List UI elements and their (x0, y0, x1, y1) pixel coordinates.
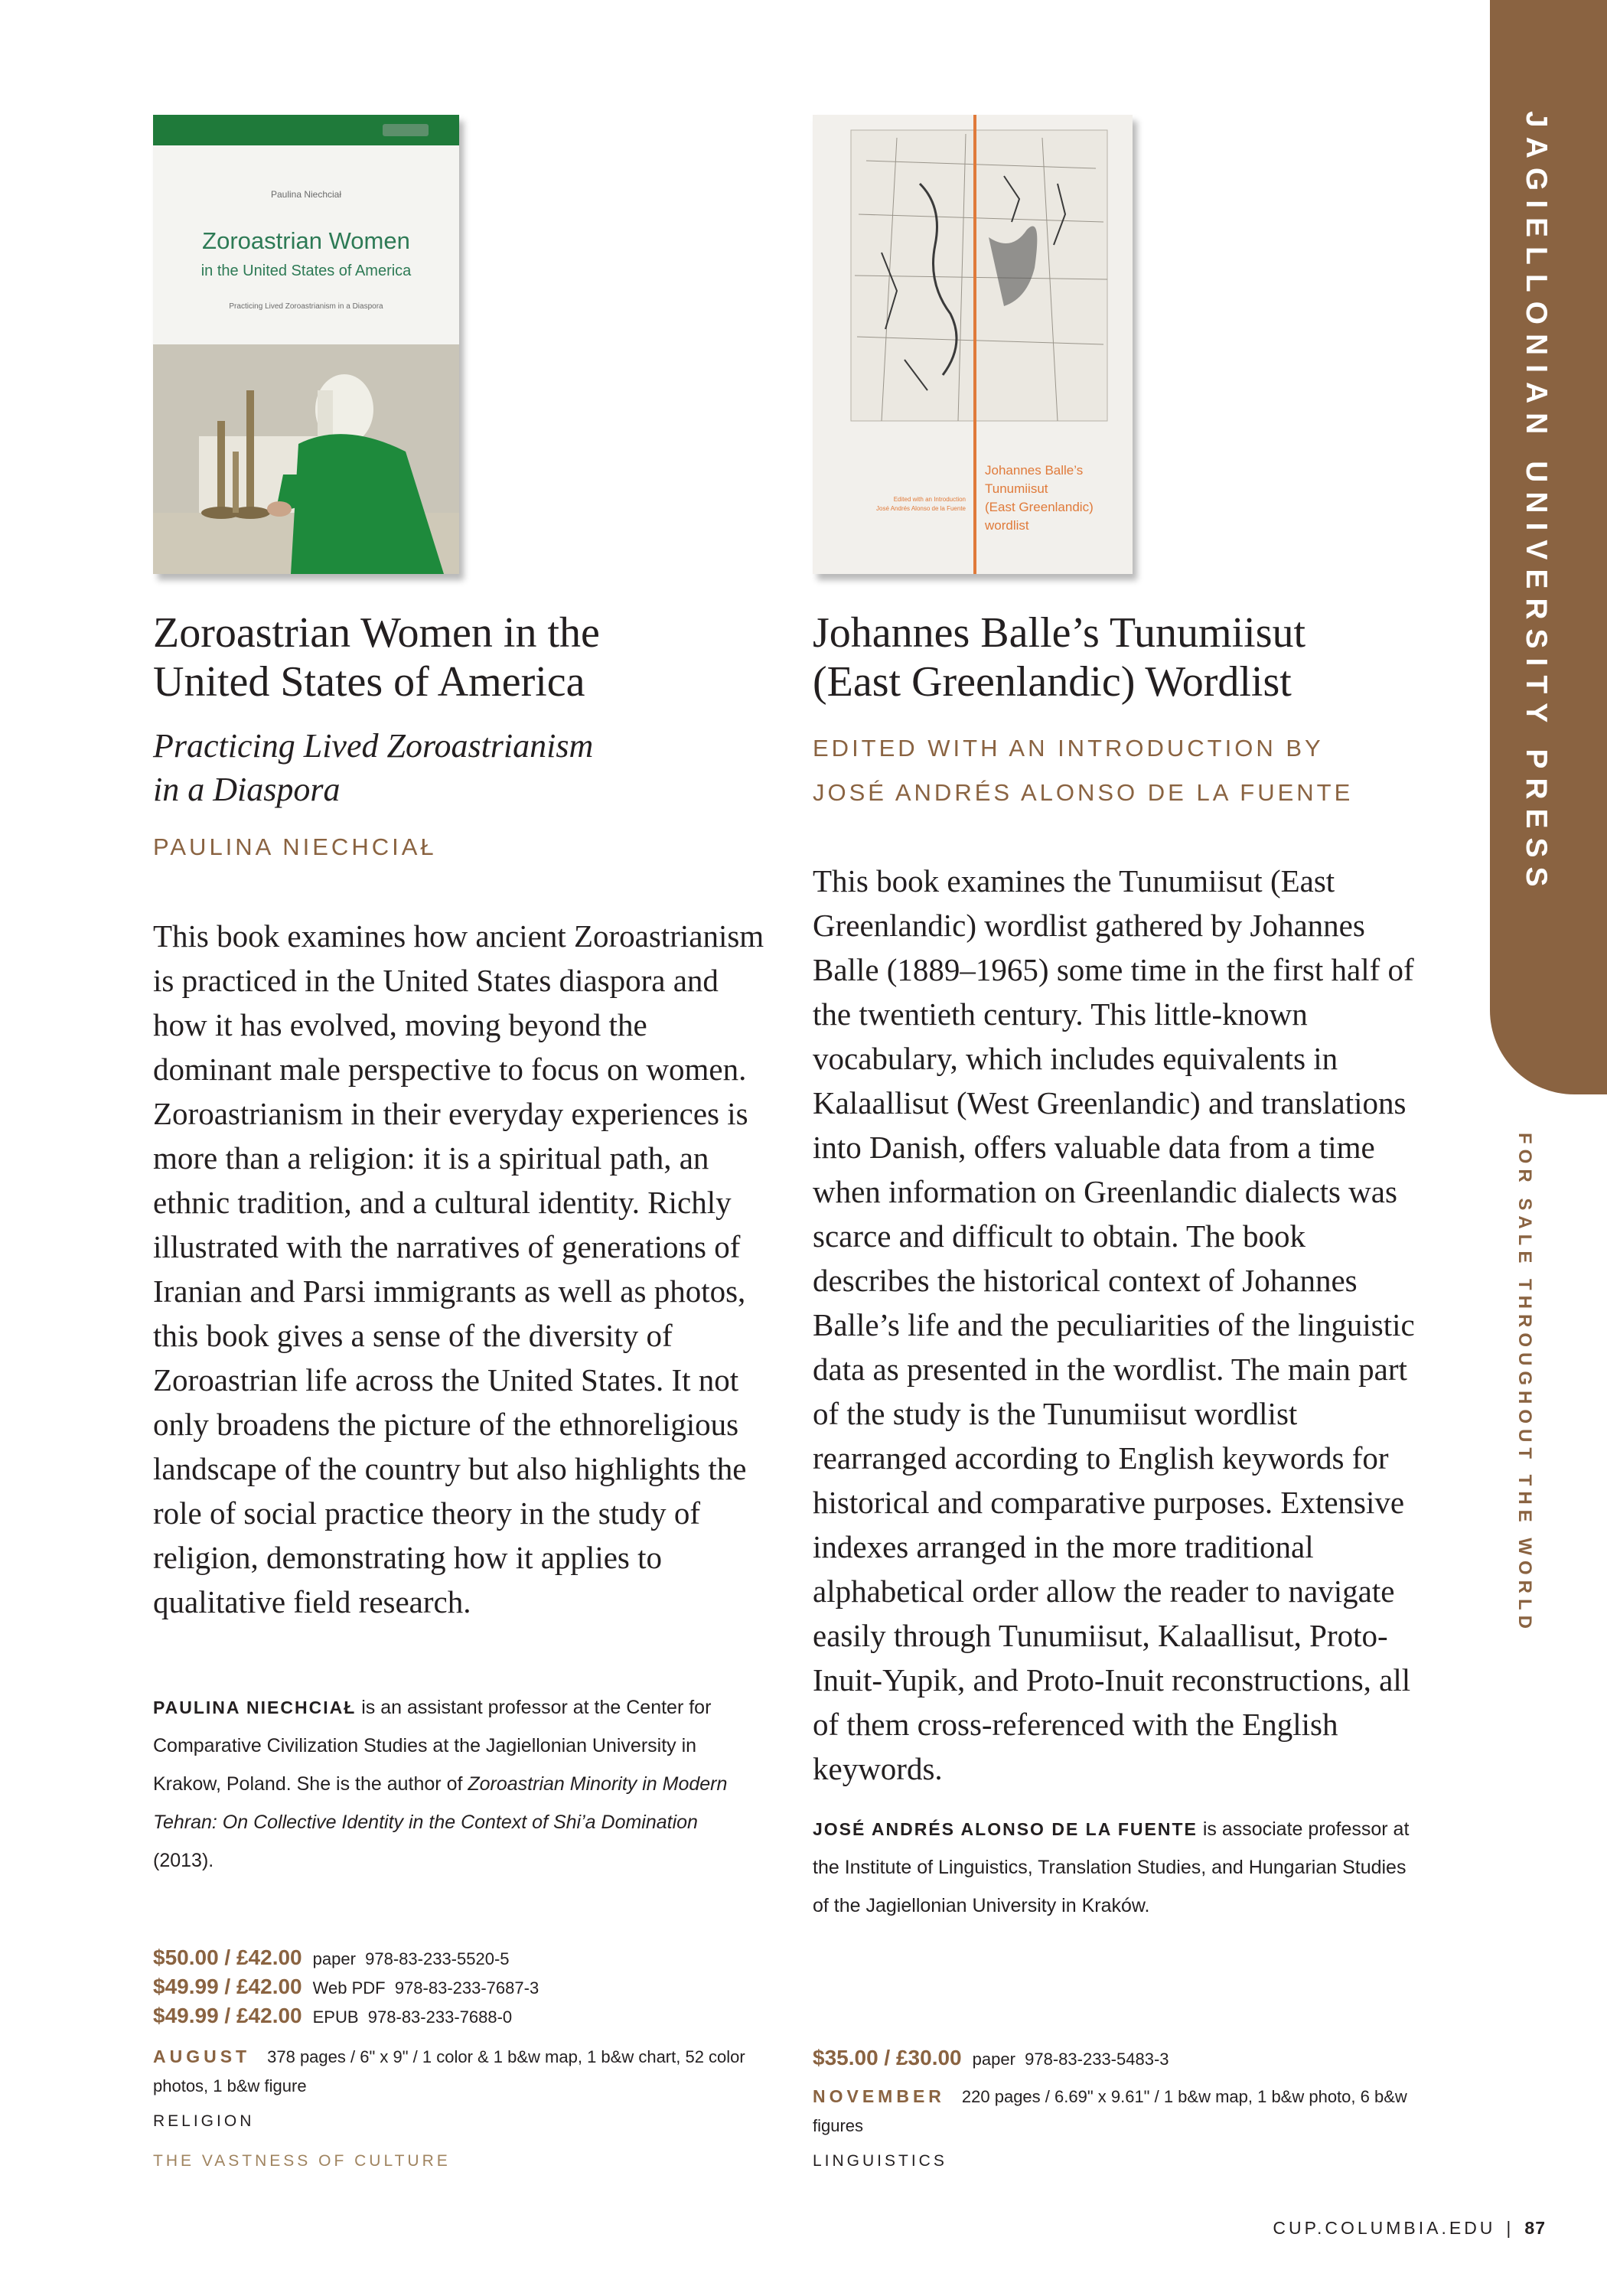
price-isbn: 978-83-233-7687-3 (394, 1978, 539, 1998)
svg-text:Zoroastrian Women: Zoroastrian Women (202, 227, 410, 254)
svg-text:José Andrés Alonso de la Fuent: José Andrés Alonso de la Fuente (876, 505, 966, 512)
price-row (153, 2001, 512, 2032)
price-format: paper (972, 2050, 1015, 2069)
distribution-note: FOR SALE THROUGHOUT THE WORLD (1514, 1133, 1535, 1634)
book-cover-zoroastrian[interactable] (153, 115, 459, 574)
svg-text:Tunumiisut: Tunumiisut (985, 481, 1048, 496)
author-bio-previous-book: Zoroastrian Minority in Modern Tehran: On Collective Identity in the Context of Shi’a Domination (153, 1773, 728, 1833)
svg-text:Practicing Lived Zoroastrianis: Practicing Lived Zoroastrianism in a Diaspora (229, 302, 383, 311)
author-bio (813, 1810, 1410, 1925)
book-title-line: (East Greenlandic) Wordlist (813, 658, 1292, 706)
publication-month: NOVEMBER (813, 2086, 945, 2106)
page-footer (1273, 2218, 1546, 2239)
svg-text:Edited with an Introduction: Edited with an Introduction (893, 496, 966, 503)
price-isbn: 978-83-233-7688-0 (367, 2007, 513, 2027)
book-title (813, 608, 1455, 706)
price-amount: $49.99 / £42.00 (153, 2004, 302, 2027)
publication-month: AUGUST (153, 2047, 251, 2066)
book-author: PAULINA NIECHCIAŁ (153, 833, 437, 860)
price-row (153, 1943, 510, 1974)
svg-text:wordlist: wordlist (985, 518, 1029, 533)
svg-text:Johannes Balle’s: Johannes Balle’s (985, 463, 1084, 478)
book-cover-art (813, 115, 1133, 574)
footer-separator: | (1506, 2218, 1514, 2238)
svg-text:in the United States of Americ: in the United States of America (200, 263, 412, 279)
book-description: This book examines how ancient Zoroastrianism is practiced in the United States diaspora and how it has evolved, moving beyond the dominant male perspective to focus on women. Zoroastrianism in their everyday experiences is more than a religion: it is a spiritual path, an ethnic tradition, and a cultural identity. Richly illustrated with the narratives of generations of Iranian and Parsi immigrants as well as photos, this book gives a sense of the diversity of Zoroastrian life across the United States. It not only broadens the picture of the ethnoreligious landscape of the country but also highlights the role of social practice theory in the study of religion, demonstrating how it applies to qualitative field research. (153, 918, 764, 1619)
publication-info (813, 2082, 1410, 2141)
price-isbn: 978-83-233-5520-5 (365, 1949, 510, 1968)
author-bio-name: PAULINA NIECHCIAŁ (153, 1698, 357, 1717)
price-isbn: 978-83-233-5483-3 (1025, 2050, 1169, 2069)
subject-category: RELIGION (153, 2112, 255, 2130)
book-subtitle (153, 724, 765, 811)
book-subtitle-line: Practicing Lived Zoroastrianism (153, 727, 594, 765)
price-format: EPUB (312, 2007, 359, 2027)
book-editor-line: JOSÉ ANDRÉS ALONSO DE LA FUENTE (813, 779, 1354, 806)
author-bio-text: is an assistant professor at the Center for Comparative Civilization Studies at the Jagiellonian University in Krakow, Poland. She is the author of (153, 1697, 712, 1795)
page-number: 87 (1524, 2218, 1546, 2238)
press-name: JAGIELLONIAN UNIVERSITY PRESS (1520, 111, 1553, 896)
book-series: THE VASTNESS OF CULTURE (153, 2152, 451, 2170)
price-amount: $50.00 / £42.00 (153, 1945, 302, 1969)
book-description: This book examines the Tunumiisut (East Greenlandic) wordlist gathered by Johannes Balle (1889–1965) some time in the first half of the twentieth century. This little-known vocabulary, which includes equivalents in Kalaallisut (West Greenlandic) and translations into Danish, offers valuable data from a time when information on Greenlandic dialects was scarce and difficult to obtain. The book describes the historical context of Johannes Balle’s life and the peculiarities of the linguistic data as presented in the wordlist. The main part of the study is the Tunumiisut wordlist rearranged according to English keywords for historical and comparative purposes. Extensive indexes arranged in the more traditional alphabetical order allow the reader to navigate easily through Tunumiisut, Kalaallisut, Proto-Inuit-Yupik, and Proto-Inuit reconstructions, all of them cross-referenced with the English keywords. (813, 863, 1415, 1786)
price-format: paper (312, 1949, 356, 1968)
publication-info (153, 2042, 750, 2101)
price-amount: $35.00 / £30.00 (813, 2046, 962, 2069)
publication-specs: 220 pages / 6.69" x 9.61" / 1 b&w map, 1 b&w photo, 6 b&w figures (813, 2087, 1407, 2135)
price-row (813, 2043, 1169, 2074)
publication-specs: 378 pages / 6" x 9" / 1 color & 1 b&w map, 1 b&w chart, 52 color photos, 1 b&w figure (153, 2047, 745, 2095)
book-editor-line: EDITED WITH AN INTRODUCTION BY (813, 735, 1324, 762)
price-format: Web PDF (312, 1978, 386, 1998)
book-cover-tunumiisut[interactable] (813, 115, 1133, 574)
footer-site-link[interactable]: CUP.COLUMBIA.EDU (1273, 2218, 1496, 2238)
author-bio-text: is associate professor at the Institute of Linguistics, Translation Studies, and Hungarian Studies of the Jagiellonian University in Kraków. (813, 1818, 1410, 1916)
price-amount: $49.99 / £42.00 (153, 1975, 302, 1998)
subject-category: LINGUISTICS (813, 2152, 947, 2170)
author-bio-text: (2013). (153, 1850, 214, 1871)
svg-text:Paulina Niechciał: Paulina Niechciał (270, 189, 342, 200)
book-cover-art (153, 115, 459, 574)
author-bio-name: JOSÉ ANDRÉS ALONSO DE LA FUENTE (813, 1819, 1198, 1839)
price-row (153, 1972, 539, 2003)
book-subtitle-line: in a Diaspora (153, 771, 341, 808)
book-editor (813, 726, 1353, 815)
author-bio (153, 1688, 750, 1880)
svg-text:(East Greenlandic): (East Greenlandic) (985, 500, 1094, 514)
book-title (153, 608, 765, 706)
book-title-line: Zoroastrian Women in the (153, 609, 600, 657)
book-title-line: Johannes Balle’s Tunumiisut (813, 609, 1306, 657)
book-title-line: United States of America (153, 658, 585, 706)
